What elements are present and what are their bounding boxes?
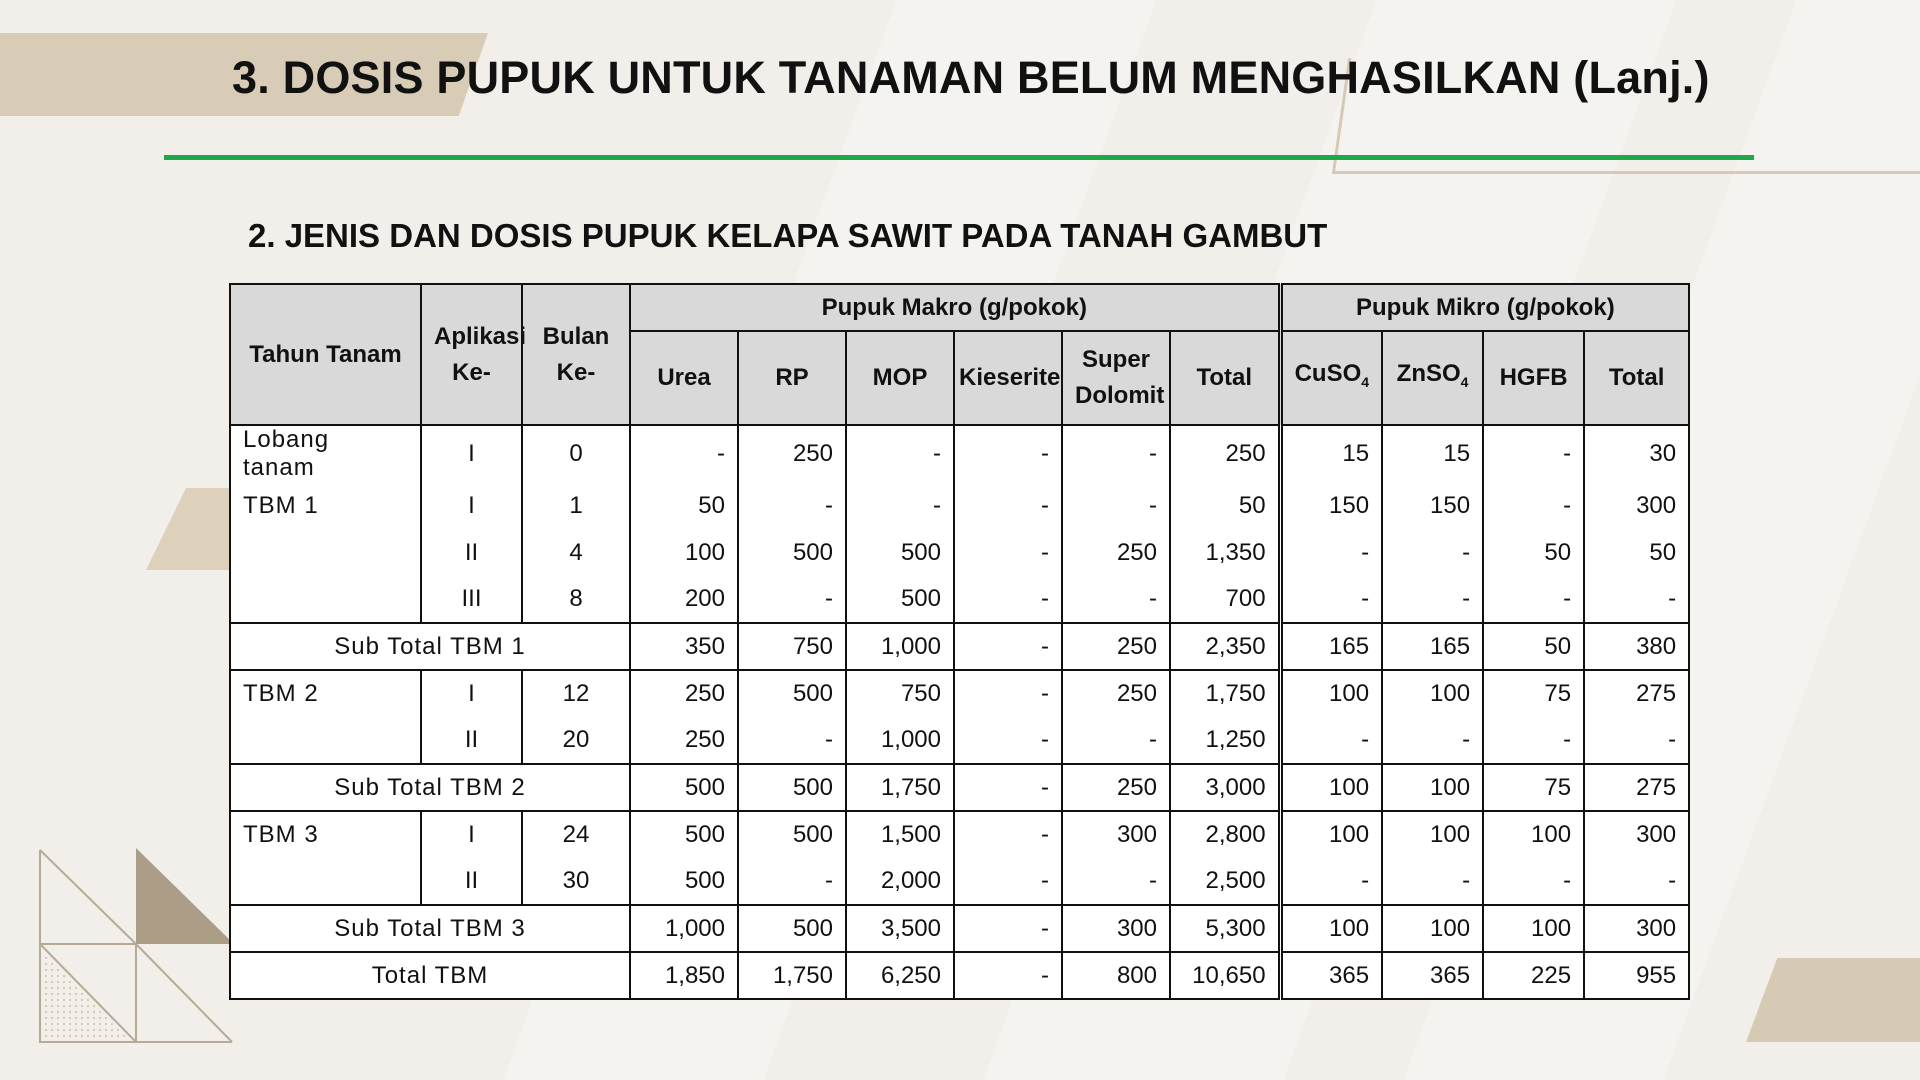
- cell-hgfb: 50: [1483, 529, 1584, 576]
- cell-total-mikro: -: [1584, 858, 1689, 905]
- cell-hgfb: 75: [1483, 764, 1584, 811]
- table-row: [230, 529, 1689, 576]
- cell-kieserite: -: [954, 811, 1062, 858]
- cell-aplikasi: III: [421, 576, 522, 623]
- cell-kieserite: -: [954, 576, 1062, 623]
- cell-kieserite: -: [954, 717, 1062, 764]
- header-kieserite: Kieserite: [954, 331, 1062, 425]
- cell-rp: -: [738, 482, 846, 529]
- cell-tahun-tanam: Lobang tanam: [230, 425, 421, 482]
- cell-hgfb: -: [1483, 425, 1584, 482]
- cell-mop: 1,750: [846, 764, 954, 811]
- cell-total: 5,300: [1170, 905, 1280, 952]
- header-tahun-tanam: Tahun Tanam: [230, 284, 421, 425]
- cell-mop: 1,000: [846, 717, 954, 764]
- cell-tahun-tanam: [230, 529, 421, 576]
- cell-urea: 350: [630, 623, 738, 670]
- cell-aplikasi: I: [421, 670, 522, 717]
- cell-rp: -: [738, 576, 846, 623]
- cell-dolomit: -: [1062, 858, 1170, 905]
- cell-mop: 750: [846, 670, 954, 717]
- cell-tahun-tanam: [230, 717, 421, 764]
- cell-mop: 2,000: [846, 858, 954, 905]
- cell-mop: 6,250: [846, 952, 954, 999]
- cell-urea: 100: [630, 529, 738, 576]
- cell-tahun-tanam: TBM 3: [230, 811, 421, 858]
- cell-kieserite: -: [954, 764, 1062, 811]
- title-divider: [164, 155, 1754, 160]
- cell-total-mikro: -: [1584, 576, 1689, 623]
- cell-kieserite: -: [954, 858, 1062, 905]
- cell-dolomit: 250: [1062, 670, 1170, 717]
- cell-znso4: -: [1382, 529, 1483, 576]
- cell-rp: 250: [738, 425, 846, 482]
- cell-kieserite: -: [954, 482, 1062, 529]
- cell-total-mikro: 955: [1584, 952, 1689, 999]
- cell-dolomit: 250: [1062, 764, 1170, 811]
- cell-total: 1,750: [1170, 670, 1280, 717]
- cell-dolomit: 300: [1062, 905, 1170, 952]
- cell-mop: 500: [846, 576, 954, 623]
- row-label: Sub Total TBM 1: [230, 623, 630, 670]
- cell-urea: 500: [630, 764, 738, 811]
- cell-bulan: 24: [522, 811, 630, 858]
- cell-total-mikro: 275: [1584, 670, 1689, 717]
- table-row: [230, 425, 1689, 482]
- header-hgfb: HGFB: [1483, 331, 1584, 425]
- cell-total-mikro: 300: [1584, 482, 1689, 529]
- cell-urea: 250: [630, 670, 738, 717]
- cell-hgfb: 100: [1483, 905, 1584, 952]
- cell-cuso4: 100: [1280, 764, 1382, 811]
- cell-urea: 500: [630, 858, 738, 905]
- page-title: 3. DOSIS PUPUK UNTUK TANAMAN BELUM MENGHASILKAN (Lanj.): [232, 52, 1710, 103]
- right-decoration-shape: [1746, 958, 1920, 1042]
- table-subtotal-row: [230, 623, 1689, 670]
- cell-bulan: 30: [522, 858, 630, 905]
- cell-mop: 3,500: [846, 905, 954, 952]
- header-pupuk-makro: Pupuk Makro (g/pokok): [630, 284, 1280, 331]
- cell-tahun-tanam: TBM 2: [230, 670, 421, 717]
- cell-znso4: 165: [1382, 623, 1483, 670]
- cell-dolomit: -: [1062, 425, 1170, 482]
- cell-rp: -: [738, 717, 846, 764]
- cell-dolomit: 250: [1062, 623, 1170, 670]
- cell-total: 2,800: [1170, 811, 1280, 858]
- table-row: [230, 858, 1689, 905]
- cell-rp: 500: [738, 811, 846, 858]
- corner-triangle-decoration: [38, 848, 234, 1044]
- cell-kieserite: -: [954, 905, 1062, 952]
- cell-mop: 1,500: [846, 811, 954, 858]
- cell-znso4: 100: [1382, 764, 1483, 811]
- cell-aplikasi: I: [421, 425, 522, 482]
- cell-cuso4: 15: [1280, 425, 1382, 482]
- cell-cuso4: 100: [1280, 811, 1382, 858]
- cell-total: 3,000: [1170, 764, 1280, 811]
- cell-urea: 250: [630, 717, 738, 764]
- cell-znso4: 100: [1382, 811, 1483, 858]
- cell-total-mikro: 300: [1584, 811, 1689, 858]
- table-row: [230, 576, 1689, 623]
- cell-rp: 500: [738, 670, 846, 717]
- cell-urea: 1,850: [630, 952, 738, 999]
- table-subtotal-row: [230, 905, 1689, 952]
- cell-bulan: 12: [522, 670, 630, 717]
- cell-kieserite: -: [954, 623, 1062, 670]
- cell-hgfb: 75: [1483, 670, 1584, 717]
- cell-cuso4: -: [1280, 529, 1382, 576]
- header-super-dolomit: Super Dolomit: [1062, 331, 1170, 425]
- cell-bulan: 1: [522, 482, 630, 529]
- cell-total-mikro: 50: [1584, 529, 1689, 576]
- cell-aplikasi: II: [421, 717, 522, 764]
- header-rp: RP: [738, 331, 846, 425]
- cell-bulan: 0: [522, 425, 630, 482]
- cell-kieserite: -: [954, 670, 1062, 717]
- row-label: Sub Total TBM 3: [230, 905, 630, 952]
- cell-total: 1,250: [1170, 717, 1280, 764]
- cell-bulan: 4: [522, 529, 630, 576]
- cell-cuso4: 150: [1280, 482, 1382, 529]
- table-subtotal-row: [230, 952, 1689, 999]
- cell-hgfb: -: [1483, 482, 1584, 529]
- table-row: [230, 670, 1689, 717]
- cell-total: 700: [1170, 576, 1280, 623]
- cell-znso4: -: [1382, 717, 1483, 764]
- table-subtotal-row: [230, 764, 1689, 811]
- table-row: [230, 811, 1689, 858]
- row-label: Total TBM: [230, 952, 630, 999]
- cell-rp: 500: [738, 905, 846, 952]
- cell-total-mikro: 275: [1584, 764, 1689, 811]
- table-row: [230, 717, 1689, 764]
- cell-mop: 500: [846, 529, 954, 576]
- header-znso4: ZnSO$_4$: [1382, 331, 1483, 425]
- cell-total: 50: [1170, 482, 1280, 529]
- cell-bulan: 8: [522, 576, 630, 623]
- cell-total-mikro: 380: [1584, 623, 1689, 670]
- cell-mop: 1,000: [846, 623, 954, 670]
- cell-dolomit: -: [1062, 576, 1170, 623]
- cell-kieserite: -: [954, 425, 1062, 482]
- cell-urea: 500: [630, 811, 738, 858]
- cell-total-mikro: -: [1584, 717, 1689, 764]
- cell-aplikasi: II: [421, 858, 522, 905]
- cell-znso4: 100: [1382, 905, 1483, 952]
- cell-cuso4: 165: [1280, 623, 1382, 670]
- cell-cuso4: 365: [1280, 952, 1382, 999]
- cell-tahun-tanam: [230, 858, 421, 905]
- cell-dolomit: 300: [1062, 811, 1170, 858]
- header-total-makro: Total: [1170, 331, 1280, 425]
- cell-aplikasi: I: [421, 811, 522, 858]
- cell-dolomit: -: [1062, 717, 1170, 764]
- cell-cuso4: 100: [1280, 670, 1382, 717]
- header-total-mikro: Total: [1584, 331, 1689, 425]
- header-pupuk-mikro: Pupuk Mikro (g/pokok): [1280, 284, 1689, 331]
- cell-total-mikro: 30: [1584, 425, 1689, 482]
- cell-bulan: 20: [522, 717, 630, 764]
- cell-rp: 1,750: [738, 952, 846, 999]
- cell-urea: 200: [630, 576, 738, 623]
- cell-hgfb: 225: [1483, 952, 1584, 999]
- cell-tahun-tanam: [230, 576, 421, 623]
- cell-rp: -: [738, 858, 846, 905]
- cell-total-mikro: 300: [1584, 905, 1689, 952]
- cell-aplikasi: II: [421, 529, 522, 576]
- cell-hgfb: -: [1483, 717, 1584, 764]
- row-label: Sub Total TBM 2: [230, 764, 630, 811]
- cell-cuso4: -: [1280, 576, 1382, 623]
- fertilizer-dosage-table: [229, 283, 1690, 1000]
- cell-dolomit: 800: [1062, 952, 1170, 999]
- cell-znso4: -: [1382, 576, 1483, 623]
- cell-dolomit: 250: [1062, 529, 1170, 576]
- cell-rp: 500: [738, 529, 846, 576]
- cell-znso4: 365: [1382, 952, 1483, 999]
- cell-urea: 50: [630, 482, 738, 529]
- cell-cuso4: -: [1280, 858, 1382, 905]
- cell-rp: 750: [738, 623, 846, 670]
- cell-hgfb: 50: [1483, 623, 1584, 670]
- cell-hgfb: -: [1483, 576, 1584, 623]
- cell-mop: -: [846, 482, 954, 529]
- section-title: 2. JENIS DAN DOSIS PUPUK KELAPA SAWIT PADA TANAH GAMBUT: [248, 217, 1328, 254]
- cell-urea: 1,000: [630, 905, 738, 952]
- header-cuso4: CuSO$_4$: [1280, 331, 1382, 425]
- cell-cuso4: 100: [1280, 905, 1382, 952]
- cell-cuso4: -: [1280, 717, 1382, 764]
- cell-aplikasi: I: [421, 482, 522, 529]
- cell-total: 2,500: [1170, 858, 1280, 905]
- header-mop: MOP: [846, 331, 954, 425]
- cell-znso4: 15: [1382, 425, 1483, 482]
- cell-hgfb: 100: [1483, 811, 1584, 858]
- cell-total: 250: [1170, 425, 1280, 482]
- cell-rp: 500: [738, 764, 846, 811]
- cell-total: 1,350: [1170, 529, 1280, 576]
- cell-total: 10,650: [1170, 952, 1280, 999]
- cell-hgfb: -: [1483, 858, 1584, 905]
- cell-znso4: 150: [1382, 482, 1483, 529]
- cell-kieserite: -: [954, 529, 1062, 576]
- cell-urea: -: [630, 425, 738, 482]
- header-aplikasi: Aplikasi Ke-: [421, 284, 522, 425]
- table-row: [230, 482, 1689, 529]
- header-urea: Urea: [630, 331, 738, 425]
- cell-znso4: 100: [1382, 670, 1483, 717]
- cell-dolomit: -: [1062, 482, 1170, 529]
- header-bulan: Bulan Ke-: [522, 284, 630, 425]
- cell-znso4: -: [1382, 858, 1483, 905]
- cell-kieserite: -: [954, 952, 1062, 999]
- cell-total: 2,350: [1170, 623, 1280, 670]
- cell-tahun-tanam: TBM 1: [230, 482, 421, 529]
- cell-mop: -: [846, 425, 954, 482]
